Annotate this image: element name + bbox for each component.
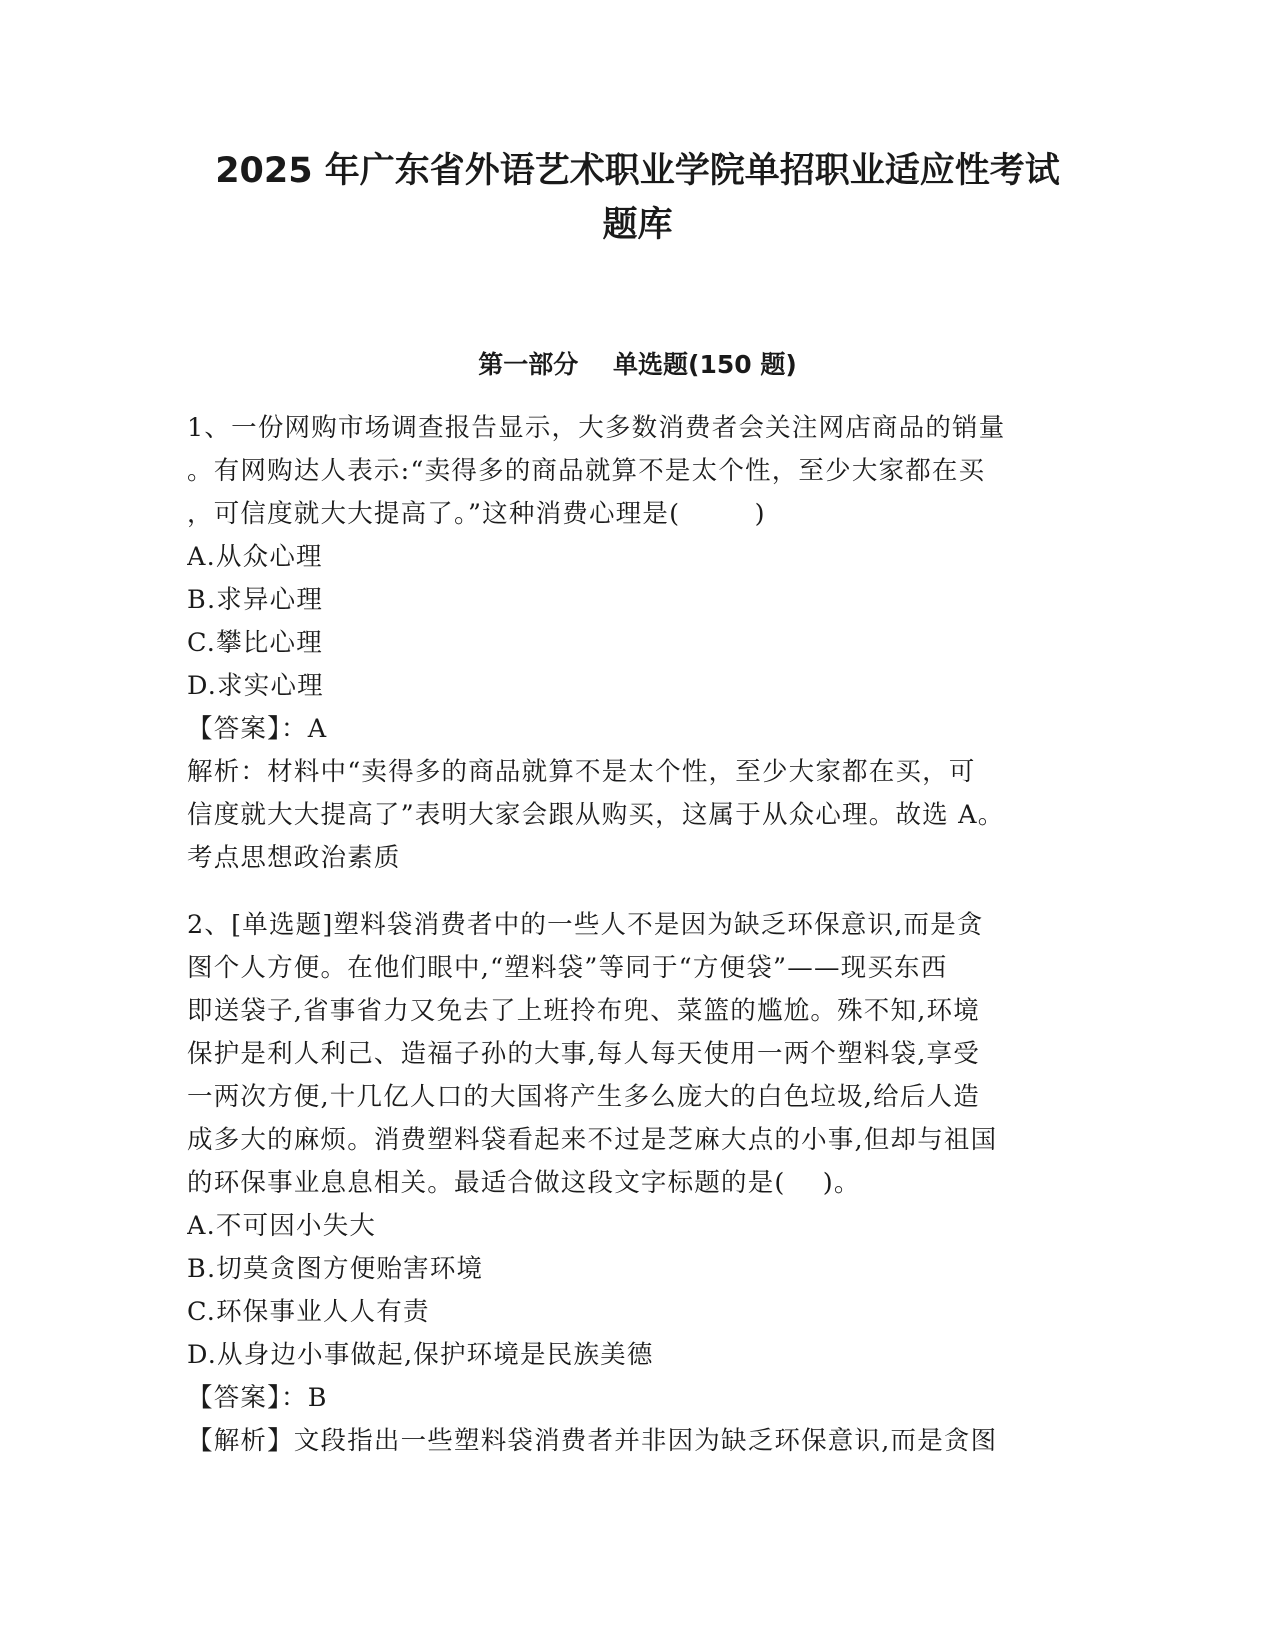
question-1-stem-line-2: 。有网购达人表示:“卖得多的商品就算不是太个性，至少大家都在买: [187, 456, 986, 486]
question-2-stem-line-4: 保护是利人利己、造福子孙的大事,每人每天使用一两个塑料袋,享受: [187, 1039, 980, 1069]
question-2: [187, 904, 1087, 1463]
question-1-option-a: A.从众心理: [187, 542, 323, 572]
question-2-option-b: B.切莫贪图方便贻害环境: [187, 1254, 484, 1284]
section-heading: 第一部分 单选题(150 题): [478, 350, 797, 379]
question-1-answer: 【答案】：A: [187, 714, 328, 744]
question-2-answer: 【答案】：B: [187, 1383, 328, 1413]
question-1-option-b: B.求异心理: [187, 585, 324, 615]
question-2-stem-line-7: 的环保事业息息相关。最适合做这段文字标题的是( )。: [187, 1168, 861, 1198]
question-1-analysis-line-1: 解析：材料中“卖得多的商品就算不是太个性，至少大家都在买，可: [187, 757, 976, 787]
question-2-option-c: C.环保事业人人有责: [187, 1297, 430, 1327]
question-2-stem-line-2: 图个人方便。在他们眼中,“塑料袋”等同于“方便袋”——现买东西: [187, 953, 948, 983]
document-title: [170, 144, 1105, 252]
question-1-option-c: C.攀比心理: [187, 628, 323, 658]
question-1-analysis-line-3: 考点思想政治素质: [187, 843, 401, 873]
document-title-line-1: 2025 年广东省外语艺术职业学院单招职业适应性考试: [215, 151, 1060, 191]
question-2-stem-line-3: 即送袋子,省事省力又免去了上班拎布兜、菜篮的尴尬。殊不知,环境: [187, 996, 980, 1026]
document-title-line-2: 题库: [602, 205, 673, 245]
question-2-option-d: D.从身边小事做起,保护环境是民族美德: [187, 1340, 654, 1370]
question-2-analysis-line-1: 【解析】文段指出一些塑料袋消费者并非因为缺乏环保意识,而是贪图: [187, 1426, 998, 1456]
question-2-option-a: A.不可因小失大: [187, 1211, 377, 1241]
question-1-stem-line-1: 1、一份网购市场调查报告显示，大多数消费者会关注网店商品的销量: [187, 413, 1006, 443]
question-1-stem-line-3: ，可信度就大大提高了。”这种消费心理是( ): [187, 499, 766, 529]
question-2-stem-line-6: 成多大的麻烦。消费塑料袋看起来不过是芝麻大点的小事,但却与祖国: [187, 1125, 998, 1155]
question-1-analysis-line-2: 信度就大大提高了”表明大家会跟从购买，这属于从众心理。故选 A。: [187, 800, 1005, 830]
question-1: [187, 407, 1087, 880]
question-2-stem-line-5: 一两次方便,十几亿人口的大国将产生多么庞大的白色垃圾,给后人造: [187, 1082, 980, 1112]
question-2-stem-line-1: 2、[单选题]塑料袋消费者中的一些人不是因为缺乏环保意识,而是贪: [187, 910, 984, 940]
question-1-option-d: D.求实心理: [187, 671, 324, 701]
